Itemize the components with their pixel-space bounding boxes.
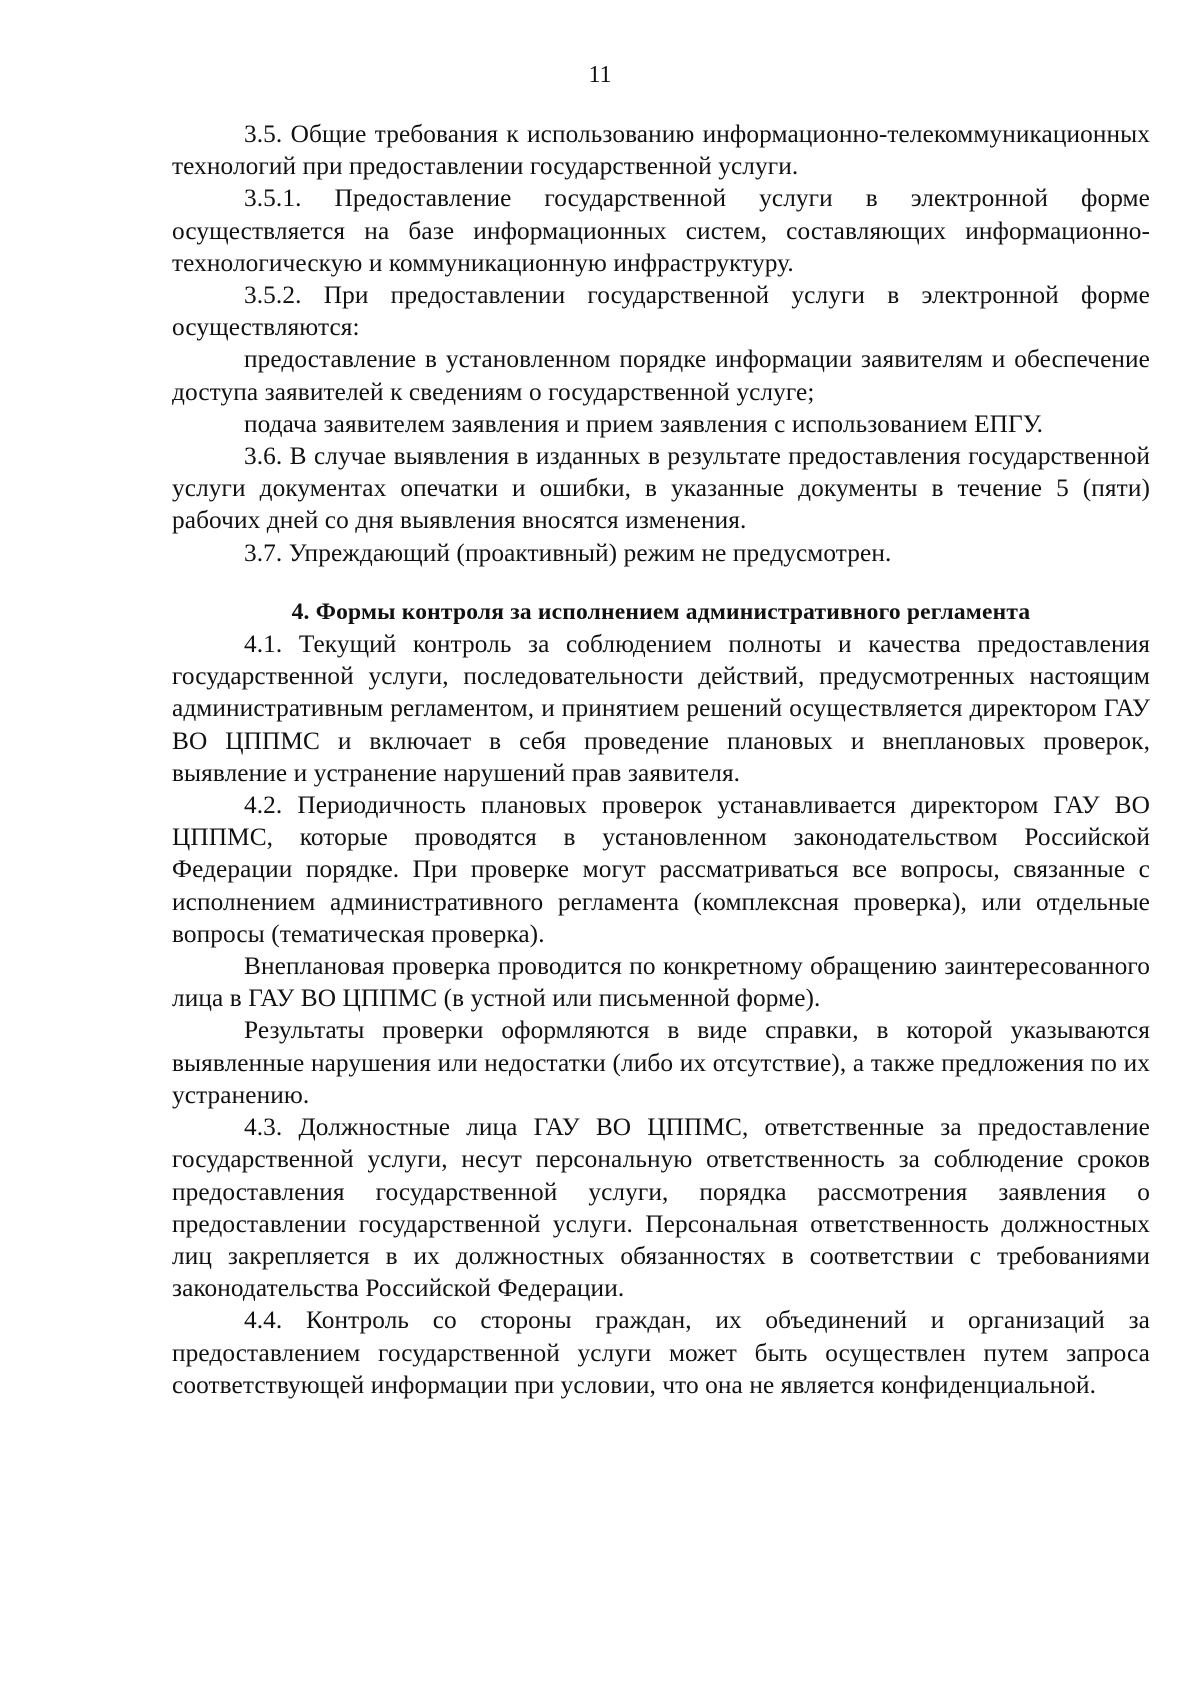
paragraph-3-7: 3.7. Упреждающий (проактивный) режим не предусмотрен.: [244, 538, 892, 567]
paragraph-4-3: 4.3. Должностные лица ГАУ ВО ЦППМС, ответственные за предоставление государственной услуги, несут персональную ответственность за соблюдение сроков предоставления государственной услуги, порядка рассмотрения заявления о предоставлении государственной услуги. Персональная ответственность должностных лиц закрепляется в их должностных обязанностях в соответствии с требованиями законодательства Российской Федерации.: [172, 1113, 1150, 1303]
paragraph-3-5: 3.5. Общие требования к использованию информационно-телекоммуникационных технологий при предоставлении государственной услуги.: [172, 120, 1150, 181]
document-body: [172, 118, 1150, 1401]
paragraph-3-5-1: 3.5.1. Предоставление государственной услуги в электронной форме осуществляется на базе информационных систем, составляющих информационно-технологическую и коммуникационную инфраструктуру.: [172, 184, 1150, 277]
paragraph-3-5-2-item-2: подача заявителем заявления и прием заявления с использованием ЕПГУ.: [244, 409, 1044, 438]
paragraph-4-4: 4.4. Контроль со стороны граждан, их объединений и организаций за предоставлением государственной услуги может быть осуществлен путем запроса соответствующей информации при условии, что она не является конфиденциальной.: [172, 1306, 1150, 1399]
paragraph-4-2: 4.2. Периодичность плановых проверок устанавливается директором ГАУ ВО ЦППМС, которые проводятся в установленном законодательством Российской Федерации порядке. При проверке могут рассматриваться все вопросы, связанные с исполнением административного регламента (комплексная проверка), или отдельные вопросы (тематическая проверка).: [172, 791, 1150, 948]
paragraph-4-2-results: Результаты проверки оформляются в виде справки, в которой указываются выявленные нарушения или недостатки (либо их отсутствие), а также предложения по их устранению.: [172, 1016, 1150, 1109]
section-4-heading: 4. Формы контроля за исполнением административного регламента: [291, 598, 1031, 625]
paragraph-4-1: 4.1. Текущий контроль за соблюдением полноты и качества предоставления государственной услуги, последовательности действий, предусмотренных настоящим административным регламентом, и принятием решений осуществляется директором ГАУ ВО ЦППМС и включает в себя проведение плановых и внеплановых проверок, выявление и устранение нарушений прав заявителя.: [172, 630, 1150, 787]
paragraph-3-6: 3.6. В случае выявления в изданных в результате предоставления государственной услуги документах опечатки и ошибки, в указанные документы в течение 5 (пяти) рабочих дней со дня выявления вносятся изменения.: [172, 442, 1150, 535]
paragraph-4-2-unplanned: Внеплановая проверка проводится по конкретному обращению заинтересованного лица в ГАУ ВО ЦППМС (в устной или письменной форме).: [172, 952, 1150, 1013]
paragraph-3-5-2-item-1: предоставление в установленном порядке информации заявителям и обеспечение доступа заявителей к сведениям о государственной услуге;: [172, 345, 1150, 406]
paragraph-3-5-2: 3.5.2. При предоставлении государственной услуги в электронной форме осуществляются:: [172, 281, 1150, 342]
page-number: 11: [588, 62, 612, 88]
